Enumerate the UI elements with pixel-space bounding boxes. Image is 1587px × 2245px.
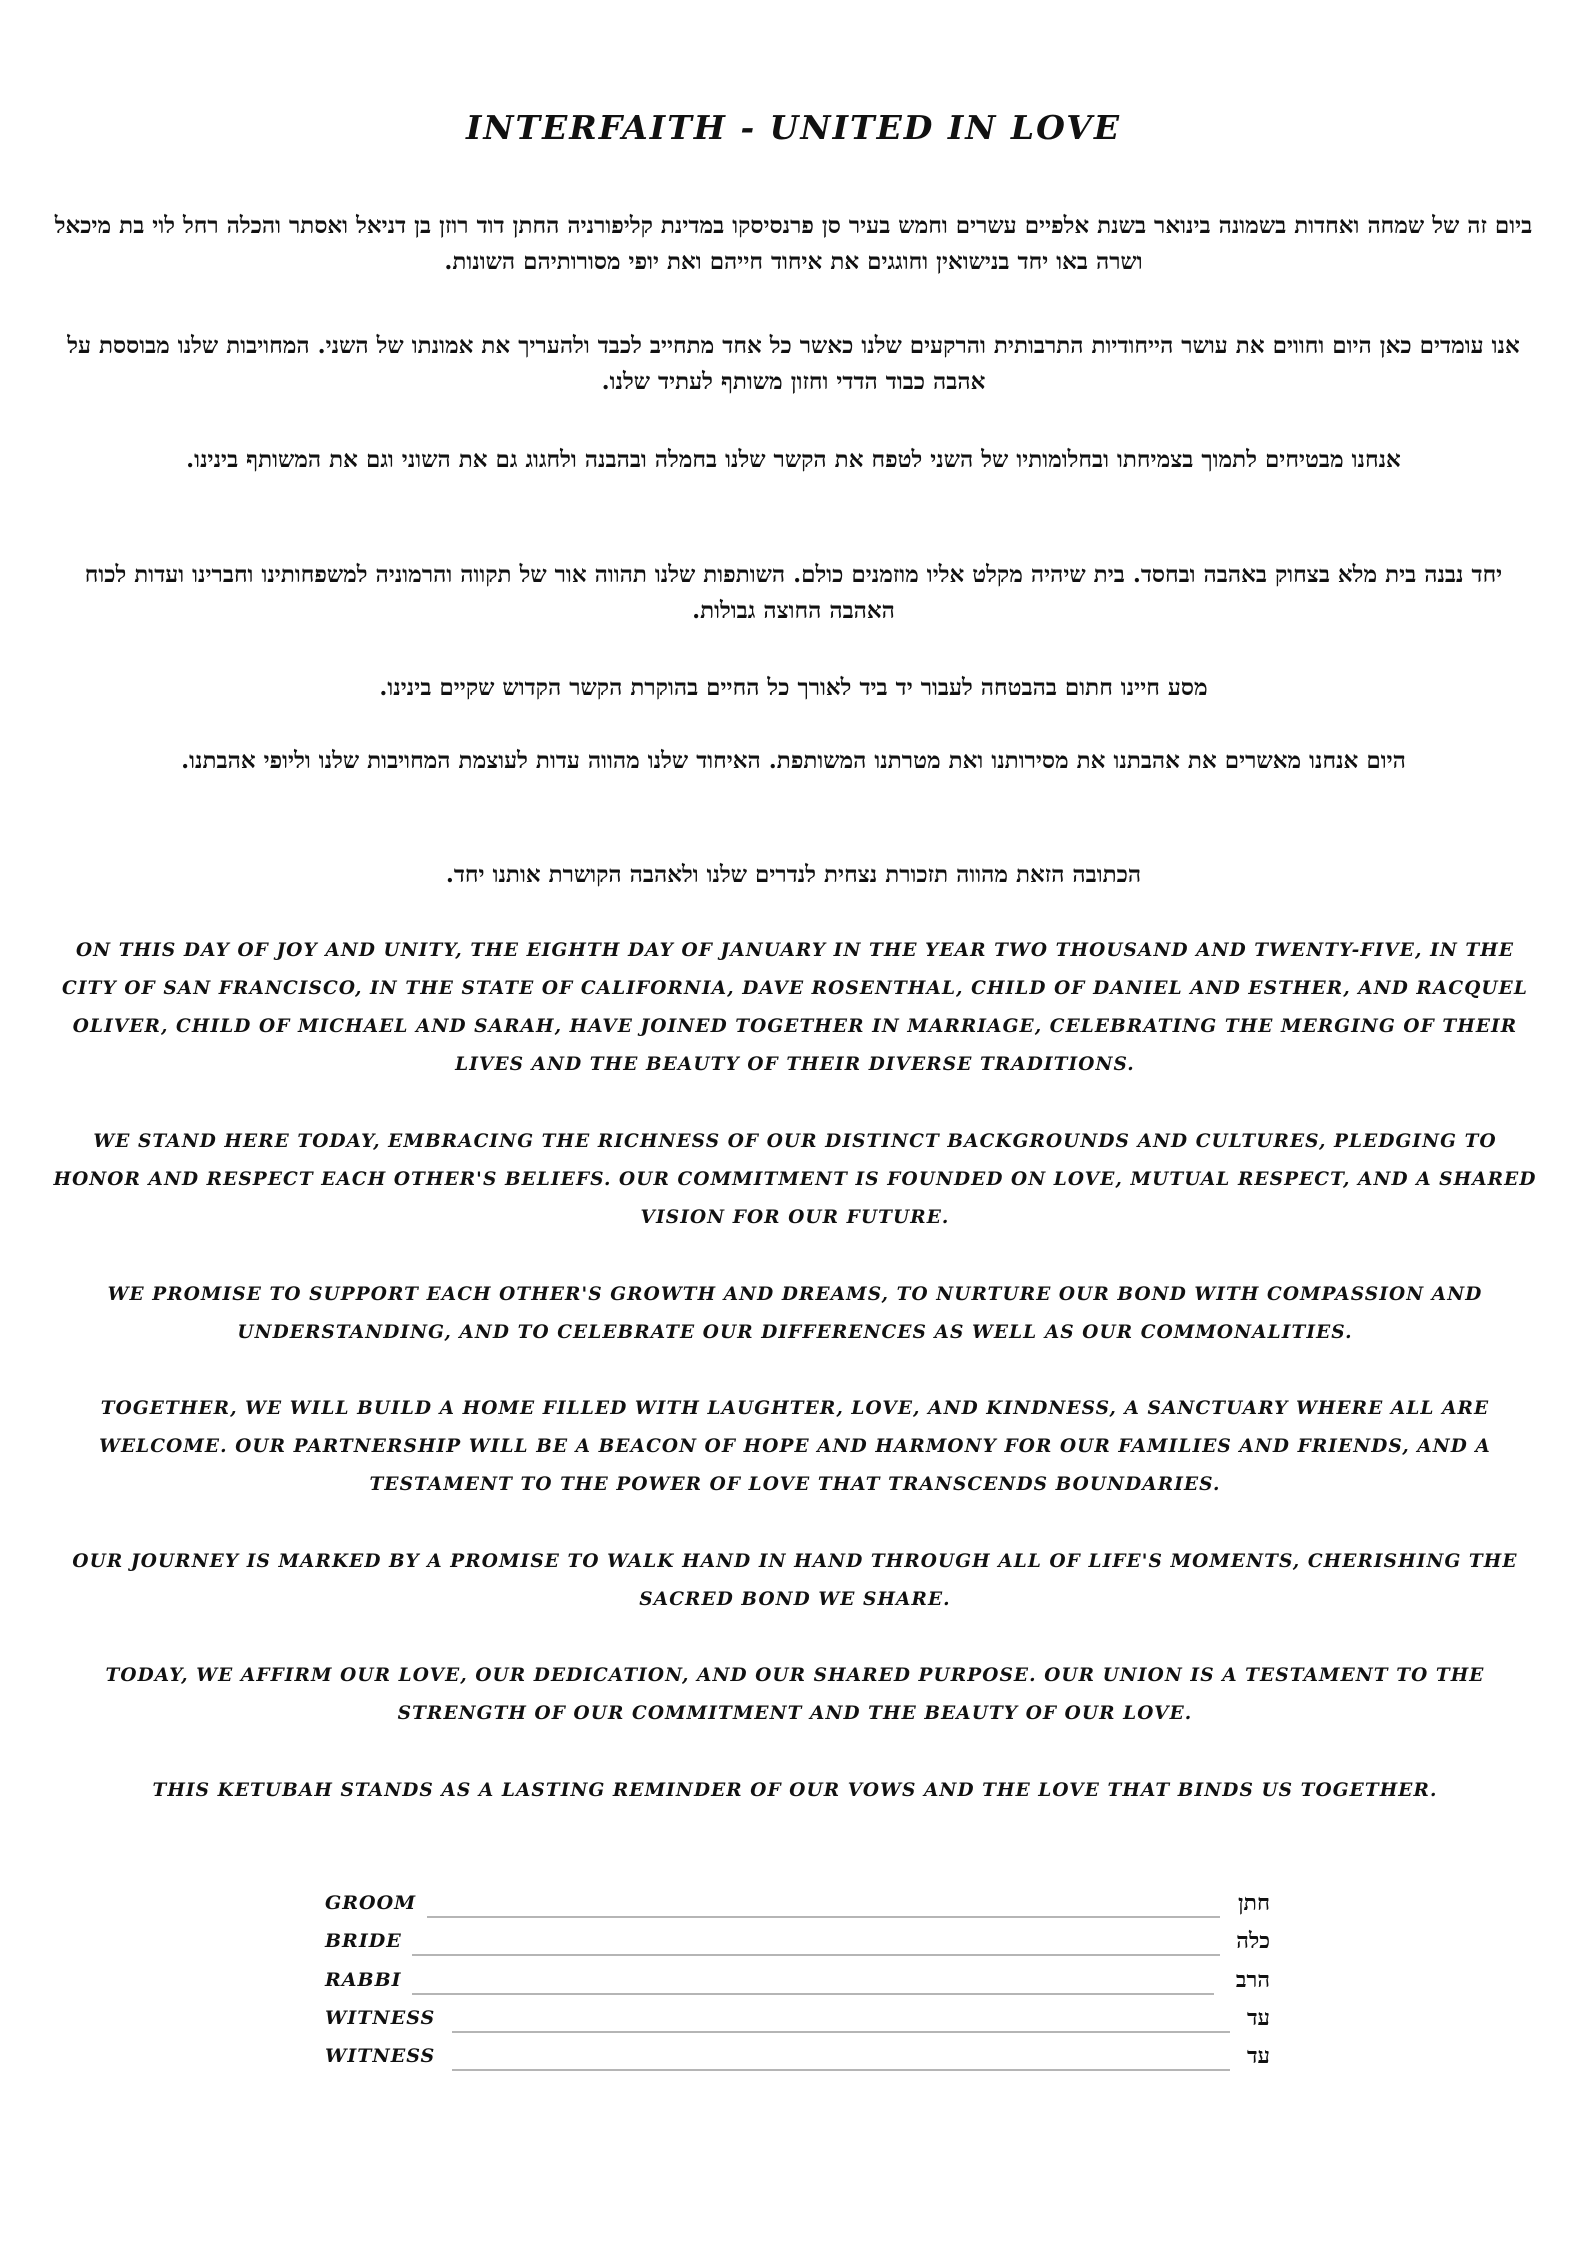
signature-line[interactable] bbox=[427, 1916, 1220, 1918]
hebrew-text-6: היום אנחנו מאשרים את אהבתנו את מסירותנו ואת מטרתנו המשותפת. האיחוד שלנו מהווה עדות לעוצמת המחויבות שלנו וליופי אהבתנו. bbox=[181, 747, 1406, 774]
signature-label-en: WITNESS bbox=[325, 2007, 436, 2029]
signature-line[interactable] bbox=[412, 1954, 1220, 1956]
hebrew-text-2: אנו עומדים כאן היום וחווים את עושר הייחודיות התרבותית והרקעים שלנו כאשר כל אחד מתחייב לכבד ולהעריך את אמונתו של השני. המחויבות שלנו מבוססת על אהבה כבוד הדדי וחזון משותף לעתיד שלנו. bbox=[67, 332, 1520, 395]
english-text-7: THIS KETUBAH STANDS AS A LASTING REMINDER OF OUR VOWS AND THE LOVE THAT BINDS US TOGETHER. bbox=[152, 1780, 1438, 1801]
hebrew-text-4: יחד נבנה בית מלא בצחוק באהבה ובחסד. בית שיהיה מקלט אליו מוזמנים כולם. השותפות שלנו תהווה אור של תקווה והרמוניה למשפחותינו וחברינו ועדות לכוח האהבה החוצה גבולות. bbox=[84, 561, 1503, 624]
signature-line[interactable] bbox=[452, 2069, 1230, 2071]
english-text-4: TOGETHER, WE WILL BUILD A HOME FILLED WITH LAUGHTER, LOVE, AND KINDNESS, A SANCTUARY WHERE ALL ARE WELCOME. OUR PARTNERSHIP WILL BE A BEACON OF HOPE AND HARMONY FOR OUR FAMILIES AND FRIENDS, AND A TESTAMENT TO THE POWER OF LOVE THAT TRANSCENDS BOUNDARIES. bbox=[99, 1398, 1491, 1495]
english-paragraph-6 bbox=[50, 1657, 1540, 1733]
hebrew-paragraph-5 bbox=[50, 670, 1537, 706]
hebrew-text-5: מסע חיינו חתום בהבטחה לעבור יד ביד לאורך כל החיים בהוקרת הקשר הקדוש שקיים בינינו. bbox=[379, 674, 1208, 701]
signature-label-he: חתן bbox=[1237, 1890, 1270, 1916]
signature-row-bride bbox=[325, 1928, 1270, 1958]
english-paragraph-2 bbox=[50, 1123, 1540, 1237]
english-paragraph-5 bbox=[50, 1543, 1540, 1619]
signature-label-he: הרב bbox=[1235, 1967, 1270, 1993]
signature-line[interactable] bbox=[412, 1993, 1214, 1995]
hebrew-paragraph-4 bbox=[50, 557, 1537, 629]
english-text-1: ON THIS DAY OF JOY AND UNITY, THE EIGHTH DAY OF JANUARY IN THE YEAR TWO THOUSAND AND TWENTY-FIVE, IN THE CITY OF SAN FRANCISCO, IN THE STATE OF CALIFORNIA, DAVE ROSENTHAL, CHILD OF DANIEL AND ESTHER, AND RACQUEL OLIVER, CHILD OF MICHAEL AND SARAH, HAVE JOINED TOGETHER IN MARRIAGE, CELEBRATING THE MERGING OF THEIR LIVES AND THE BEAUTY OF THEIR DIVERSE TRADITIONS. bbox=[62, 940, 1528, 1075]
hebrew-paragraph-3 bbox=[50, 442, 1537, 478]
signature-row-witness-1 bbox=[325, 2005, 1270, 2035]
signature-label-en: RABBI bbox=[325, 1969, 402, 1991]
hebrew-paragraph-1 bbox=[50, 208, 1537, 280]
english-paragraph-1 bbox=[50, 932, 1540, 1084]
signature-row-groom bbox=[325, 1890, 1270, 1920]
english-paragraph-4 bbox=[50, 1390, 1540, 1504]
hebrew-text-3: אנחנו מבטיחים לתמוך בצמיחתו ובחלומותיו של השני לטפח את הקשר שלנו בחמלה ובהבנה ולחגוג גם את השוני וגם את המשותף בינינו. bbox=[186, 446, 1401, 473]
english-text-6: TODAY, WE AFFIRM OUR LOVE, OUR DEDICATION, AND OUR SHARED PURPOSE. OUR UNION IS A TESTAMENT TO THE STRENGTH OF OUR COMMITMENT AND THE BEAUTY OF OUR LOVE. bbox=[105, 1665, 1485, 1724]
signature-label-en: BRIDE bbox=[325, 1930, 402, 1952]
signature-label-en: GROOM bbox=[325, 1892, 417, 1914]
document-title: INTERFAITH - UNITED IN LOVE bbox=[465, 108, 1122, 147]
hebrew-paragraph-7 bbox=[50, 857, 1537, 893]
signature-line[interactable] bbox=[452, 2031, 1230, 2033]
hebrew-text-1: ביום זה של שמחה ואחדות בשמונה בינואר בשנת אלפיים עשרים וחמש בעיר סן פרנסיסקו במדינת קליפורניה החתן דוד רוזן בן דניאל ואסתר והכלה רחל לוי בת מיכאל ושרה באו יחד בנישואין וחוגגים את איחוד חייהם ואת יופי מסורותיהם השונות. bbox=[54, 212, 1533, 275]
signature-label-he: עד bbox=[1246, 2043, 1270, 2069]
hebrew-paragraph-6 bbox=[50, 743, 1537, 779]
signature-label-en: WITNESS bbox=[325, 2045, 436, 2067]
english-text-3: WE PROMISE TO SUPPORT EACH OTHER'S GROWTH AND DREAMS, TO NURTURE OUR BOND WITH COMPASSION AND UNDERSTANDING, AND TO CELEBRATE OUR DIFFERENCES AS WELL AS OUR COMMONALITIES. bbox=[107, 1284, 1483, 1343]
signature-row-witness-2 bbox=[325, 2043, 1270, 2073]
english-text-2: WE STAND HERE TODAY, EMBRACING THE RICHNESS OF OUR DISTINCT BACKGROUNDS AND CULTURES, PLEDGING TO HONOR AND RESPECT EACH OTHER'S BELIEFS. OUR COMMITMENT IS FOUNDED ON LOVE, MUTUAL RESPECT, AND A SHARED VISION FOR OUR FUTURE. bbox=[53, 1131, 1537, 1228]
hebrew-paragraph-2 bbox=[50, 328, 1537, 400]
english-text-5: OUR JOURNEY IS MARKED BY A PROMISE TO WALK HAND IN HAND THROUGH ALL OF LIFE'S MOMENTS, CHERISHING THE SACRED BOND WE SHARE. bbox=[72, 1551, 1518, 1610]
signature-row-rabbi bbox=[325, 1967, 1270, 1997]
signature-label-he: עד bbox=[1246, 2005, 1270, 2031]
english-paragraph-3 bbox=[50, 1276, 1540, 1352]
hebrew-text-7: הכתובה הזאת מהווה תזכורת נצחית לנדרים שלנו ולאהבה הקושרת אותנו יחד. bbox=[445, 861, 1142, 888]
signature-label-he: כלה bbox=[1236, 1928, 1270, 1954]
english-paragraph-7 bbox=[50, 1772, 1540, 1810]
